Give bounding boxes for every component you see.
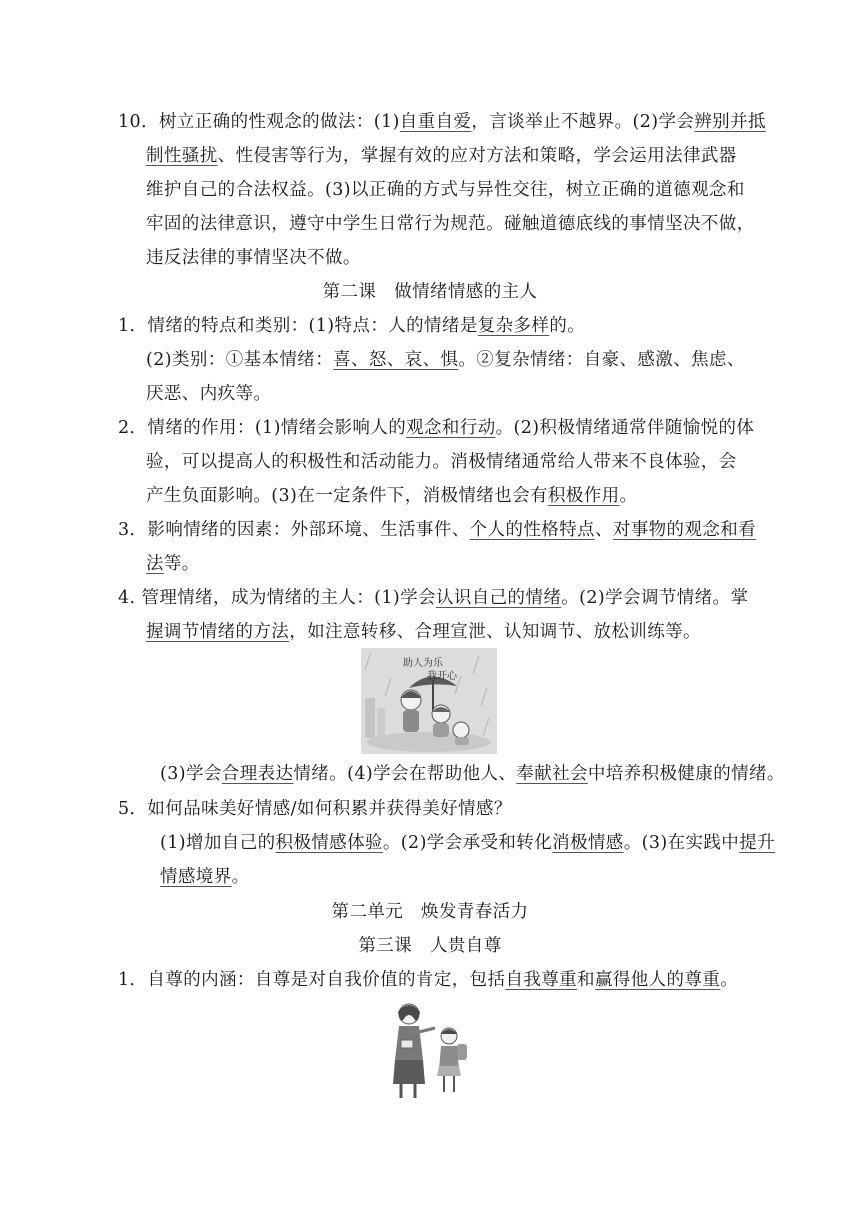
item-1-line-2: (2)类别：①基本情绪：喜、怒、哀、惧。②复杂情绪：自豪、感激、焦虑、	[146, 350, 745, 370]
item-1-line-1: 1．情绪的特点和类别：(1)特点：人的情绪是复杂多样的。	[118, 316, 586, 336]
item-5-line-2: (1)增加自己的积极情感体验。(2)学会承受和转化消极情感。(3)在实践中提升	[160, 833, 776, 853]
teacher-student-illustration	[385, 1000, 477, 1102]
item-4-line-3: (3)学会合理表达情绪。(4)学会在帮助他人、奉献社会中培养积极健康的情绪。	[160, 764, 785, 784]
unit-2-title: 第二单元 焕发青春活力	[331, 902, 529, 922]
item-3-line-1: 3．影响情绪的因素：外部环境、生活事件、个人的性格特点、对事物的观念和看	[118, 520, 757, 540]
lesson-3-title: 第三课 人贵自尊	[358, 936, 502, 956]
item-2-line-2: 验，可以提高人的积极性和活动能力。消极情绪通常给人带来不良体验，会	[146, 452, 737, 472]
figure-caption-line-1: 助人为乐	[403, 658, 443, 669]
item-10-line-1: 10．树立正确的性观念的做法：(1)自重自爱，言谈举止不越界。(2)学会辨别并抵	[118, 112, 766, 132]
lesson-2-title: 第二课 做情绪情感的主人	[322, 282, 538, 302]
item-2-line-1: 2．情绪的作用：(1)情绪会影响人的观念和行动。(2)积极情绪通常伴随愉悦的体	[118, 418, 755, 438]
item-5-line-3: 情感境界。	[160, 867, 250, 887]
figure-caption-line-2: 我开心	[427, 671, 457, 682]
helping-others-illustration	[361, 648, 497, 754]
item-10-line-4: 牢固的法律意识，遵守中学生日常行为规范。碰触道德底线的事情坚决不做，	[146, 214, 755, 234]
self-respect-line-1: 1．自尊的内涵：自尊是对自我价值的肯定，包括自我尊重和赢得他人的尊重。	[118, 970, 739, 990]
item-10-line-2: 制性骚扰、性侵害等行为，掌握有效的应对方法和策略，学会运用法律武器	[146, 146, 737, 166]
item-5-line-1: 5．如何品味美好情感/如何积累并获得美好情感？	[118, 799, 512, 819]
item-10-line-5: 违反法律的事情坚决不做。	[146, 248, 361, 268]
item-3-line-2: 法等。	[146, 554, 200, 574]
item-4-line-2: 握调节情绪的方法，如注意转移、合理宣泄、认知调节、放松训练等。	[146, 622, 701, 642]
item-10-line-3: 维护自己的合法权益。(3)以正确的方式与异性交往，树立正确的道德观念和	[146, 180, 745, 200]
item-1-line-3: 厌恶、内疚等。	[146, 384, 272, 404]
item-2-line-3: 产生负面影响。(3)在一定条件下，消极情绪也会有积极作用。	[146, 486, 638, 506]
item-4-line-1: 4. 管理情绪，成为情绪的主人：(1)学会认识自己的情绪。(2)学会调节情绪。掌	[118, 588, 749, 608]
